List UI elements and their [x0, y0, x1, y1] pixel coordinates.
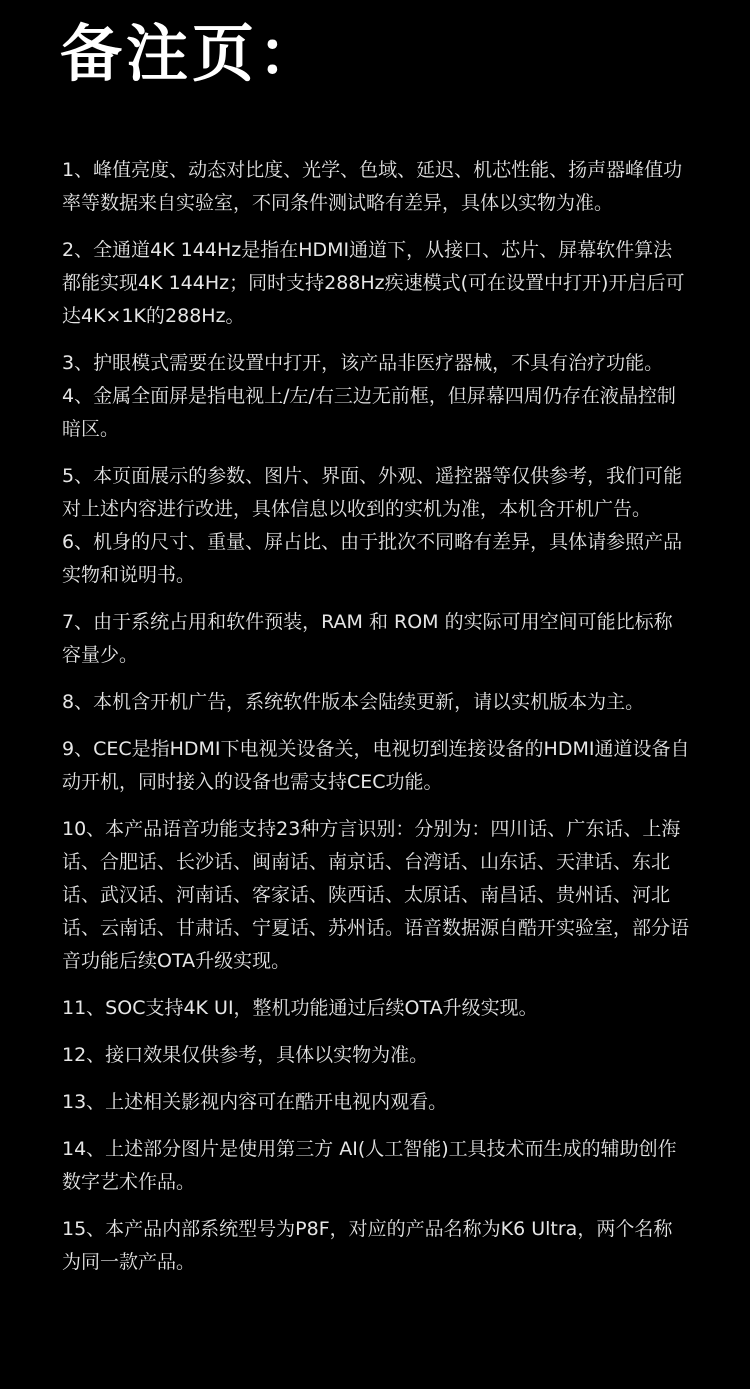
note-item: 7、由于系统占用和软件预装，RAM 和 ROM 的实际可用空间可能比标称容量少。	[62, 611, 673, 666]
note-item: 14、上述部分图片是使用第三方 AI(人工智能)工具技术而生成的辅助创作数字艺术作品。	[62, 1138, 677, 1193]
note-item: 3、护眼模式需要在设置中打开，该产品非医疗器械，不具有治疗功能。	[62, 352, 664, 374]
note-item: 2、全通道4K 144Hz是指在HDMI通道下，从接口、芯片、屏幕软件算法都能实现4K 144Hz；同时支持288Hz疾速模式(可在设置中打开)开启后可达4K×1K的288Hz。	[62, 239, 685, 327]
note-item: 9、CEC是指HDMI下电视关设备关，电视切到连接设备的HDMI通道设备自动开机，同时接入的设备也需支持CEC功能。	[62, 738, 690, 793]
note-item: 4、金属全面屏是指电视上/左/右三边无前框，但屏幕四周仍存在液晶控制暗区。	[62, 385, 676, 440]
note-item: 11、SOC支持4K UI，整机功能通过后续OTA升级实现。	[62, 997, 538, 1019]
note-item: 5、本页面展示的参数、图片、界面、外观、遥控器等仅供参考，我们可能对上述内容进行改进，具体信息以收到的实机为准，本机含开机广告。	[62, 465, 683, 520]
notes-list	[62, 154, 690, 1279]
page-title: 备注页：	[60, 17, 325, 90]
note-item: 12、接口效果仅供参考，具体以实物为准。	[62, 1044, 429, 1066]
note-item: 1、峰值亮度、动态对比度、光学、色域、延迟、机芯性能、扬声器峰值功率等数据来自实验室，不同条件测试略有差异，具体以实物为准。	[62, 159, 683, 214]
note-item: 13、上述相关影视内容可在酷开电视内观看。	[62, 1091, 448, 1113]
note-item: 15、本产品内部系统型号为P8F，对应的产品名称为K6 Ultra，两个名称为同一款产品。	[62, 1218, 673, 1273]
note-item: 10、本产品语音功能支持23种方言识别：分别为：四川话、广东话、上海话、合肥话、长沙话、闽南话、南京话、台湾话、山东话、天津话、东北话、武汉话、河南话、客家话、陕西话、太原话、南昌话、贵州话、河北话、云南话、甘肃话、宁夏话、苏州话。语音数据源自酷开实验室，部分语音功能后续OTA升级实现。	[62, 818, 690, 972]
note-item: 8、本机含开机广告，系统软件版本会陆续更新，请以实机版本为主。	[62, 691, 645, 713]
note-item: 6、机身的尺寸、重量、屏占比、由于批次不同略有差异，具体请参照产品实物和说明书。	[62, 531, 683, 586]
